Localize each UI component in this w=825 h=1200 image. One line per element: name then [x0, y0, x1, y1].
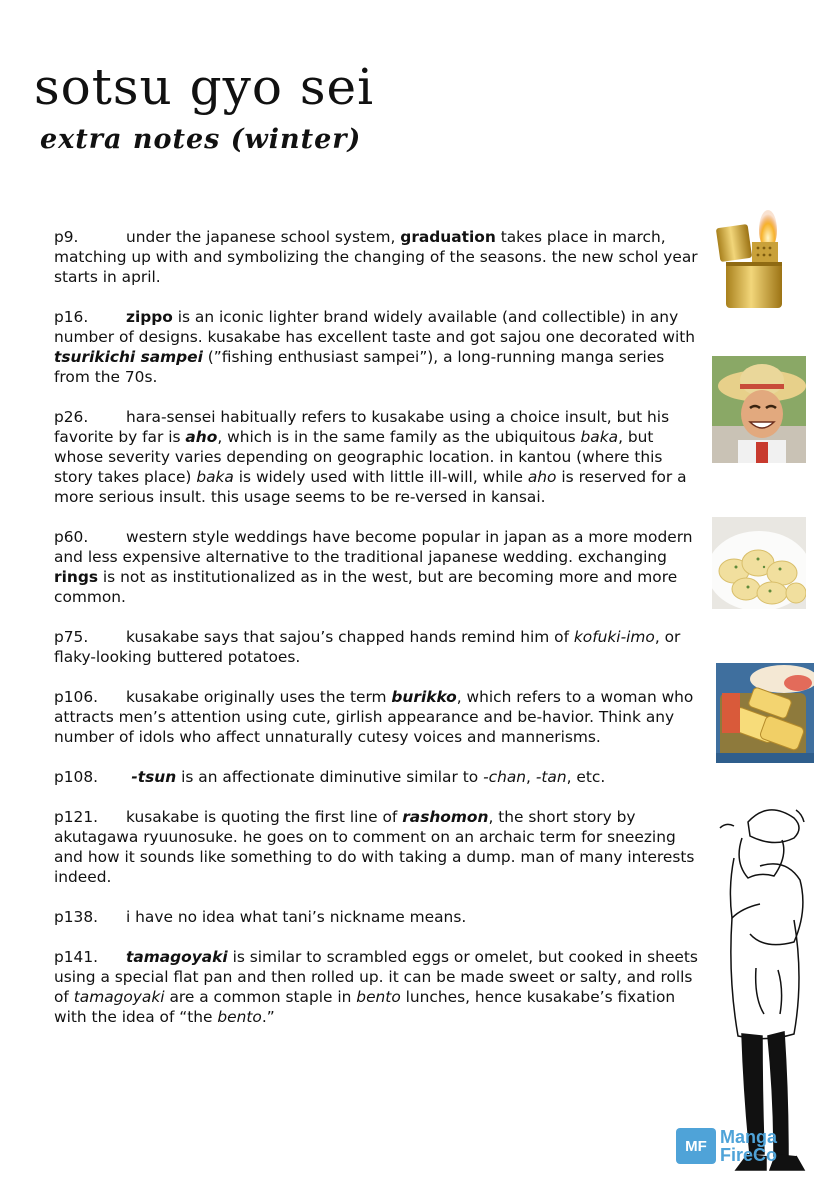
- note-text: is not as institutionalized as in the west, but are becoming more and more common.: [54, 568, 678, 606]
- note-text: is reserved for a more serious insult. this usage seems to be re-versed in kansai.: [54, 468, 687, 506]
- note-page-number: p141.: [54, 948, 99, 966]
- note-page-number: p138.: [54, 908, 99, 926]
- note-text: tamagoyaki: [73, 988, 165, 1006]
- note-text: is widely used with little ill-will, while: [233, 468, 528, 486]
- sampei-boy-photo: [712, 356, 806, 463]
- note-text: rings: [54, 568, 99, 586]
- note-item: [54, 227, 704, 287]
- watermark-logo: [676, 1122, 806, 1170]
- watermark-badge: MF: [676, 1128, 716, 1164]
- note-page-number: p75.: [54, 628, 89, 646]
- note-item: [54, 947, 704, 1027]
- note-text: is an iconic lighter brand widely available (and collectible) in any number of designs. kusakabe has excellent taste and got sajou one decorated with: [54, 308, 696, 346]
- note-page-number: p121.: [54, 808, 99, 826]
- note-item: [54, 627, 704, 667]
- note-item: [54, 527, 704, 607]
- note-text: aho: [527, 468, 557, 486]
- note-text: takes place in march, matching up with and symbolizing the changing of the seasons. the new schol year starts in april.: [54, 228, 698, 286]
- note-page-number: p16.: [54, 308, 89, 326]
- note-text: , which refers to a woman who attracts men’s attention using cute, girlish appearance and be-havior. Think any number of idols who affect unnaturally cutesy voices and mannerisms.: [54, 688, 694, 746]
- note-page-number: p60.: [54, 528, 89, 546]
- note-text: kusakabe originally uses the term: [126, 688, 392, 706]
- note-text: .”: [261, 1008, 275, 1026]
- note-page-number: p26.: [54, 408, 89, 426]
- watermark-line2: FireCo: [720, 1145, 778, 1165]
- note-text: is an affectionate diminutive similar to: [176, 768, 484, 786]
- tamagoyaki-photo: [716, 663, 814, 763]
- note-text: , but whose severity varies depending on geographic location. in kantou (where this story takes place): [54, 428, 663, 486]
- note-text: is similar to scrambled eggs or omelet, but cooked in sheets using a special flat pan and then rolled up. it can be made sweet or salty, and rolls of: [54, 948, 698, 1006]
- note-text: ,: [526, 768, 536, 786]
- note-text: are a common staple in: [164, 988, 357, 1006]
- note-page-number: p108.: [54, 768, 99, 786]
- note-text: i have no idea what tani’s nickname means.: [126, 908, 467, 926]
- note-text: baka: [196, 468, 234, 486]
- manga-character-illustration: [712, 798, 818, 1178]
- buttered-potatoes-photo: [712, 517, 806, 609]
- note-text: baka: [580, 428, 619, 446]
- note-text: tsurikichi sampei: [54, 348, 203, 366]
- note-text: kusakabe says that sajou’s chapped hands remind him of: [126, 628, 574, 646]
- note-text: (”fishing enthusiast sampei”), a long-running manga series from the 70s.: [54, 348, 665, 386]
- note-text: -tsun: [126, 768, 177, 786]
- page-subtitle: extra notes (winter): [40, 124, 362, 155]
- note-text: rashomon: [402, 808, 489, 826]
- note-item: [54, 907, 704, 927]
- note-item: [54, 687, 704, 747]
- note-text: -tan: [535, 768, 567, 786]
- note-text: under the japanese school system,: [126, 228, 401, 246]
- note-text: graduation: [400, 228, 496, 246]
- note-text: aho: [185, 428, 218, 446]
- note-item: [54, 307, 704, 387]
- note-text: bento: [356, 988, 401, 1006]
- note-page-number: p106.: [54, 688, 99, 706]
- note-text: bento: [217, 1008, 262, 1026]
- note-item: [54, 407, 704, 507]
- note-text: , which is in the same family as the ubiquitous: [217, 428, 581, 446]
- note-page-number: p9.: [54, 228, 79, 246]
- note-text: tamagoyaki: [126, 948, 228, 966]
- note-text: -chan: [483, 768, 527, 786]
- page-title: sotsu gyo sei: [34, 58, 375, 116]
- note-text: hara-sensei habitually refers to kusakabe using a choice insult, but his favorite by far is: [54, 408, 670, 446]
- note-text: zippo: [126, 308, 173, 326]
- note-text: kusakabe is quoting the first line of: [126, 808, 403, 826]
- note-text: kofuki-imo: [573, 628, 655, 646]
- note-item: [54, 767, 704, 787]
- note-item: [54, 807, 704, 887]
- note-text: lunches, hence kusakabe’s fixation with the idea of “the: [54, 988, 676, 1026]
- note-text: burikko: [391, 688, 457, 706]
- note-text: , or flaky-looking buttered potatoes.: [54, 628, 681, 666]
- note-text: western style weddings have become popular in japan as a more modern and less expensive alternative to the traditional japanese wedding. exchanging: [54, 528, 693, 566]
- zippo-lighter-icon: [712, 208, 790, 312]
- note-text: , etc.: [566, 768, 606, 786]
- notes-list: [54, 227, 704, 1047]
- note-text: , the short story by akutagawa ryuunosuke. he goes on to comment on an archaic term for sneezing and how it sounds like something to do with taking a dump. man of many interests indeed.: [54, 808, 695, 886]
- watermark-line1: Manga: [720, 1127, 778, 1147]
